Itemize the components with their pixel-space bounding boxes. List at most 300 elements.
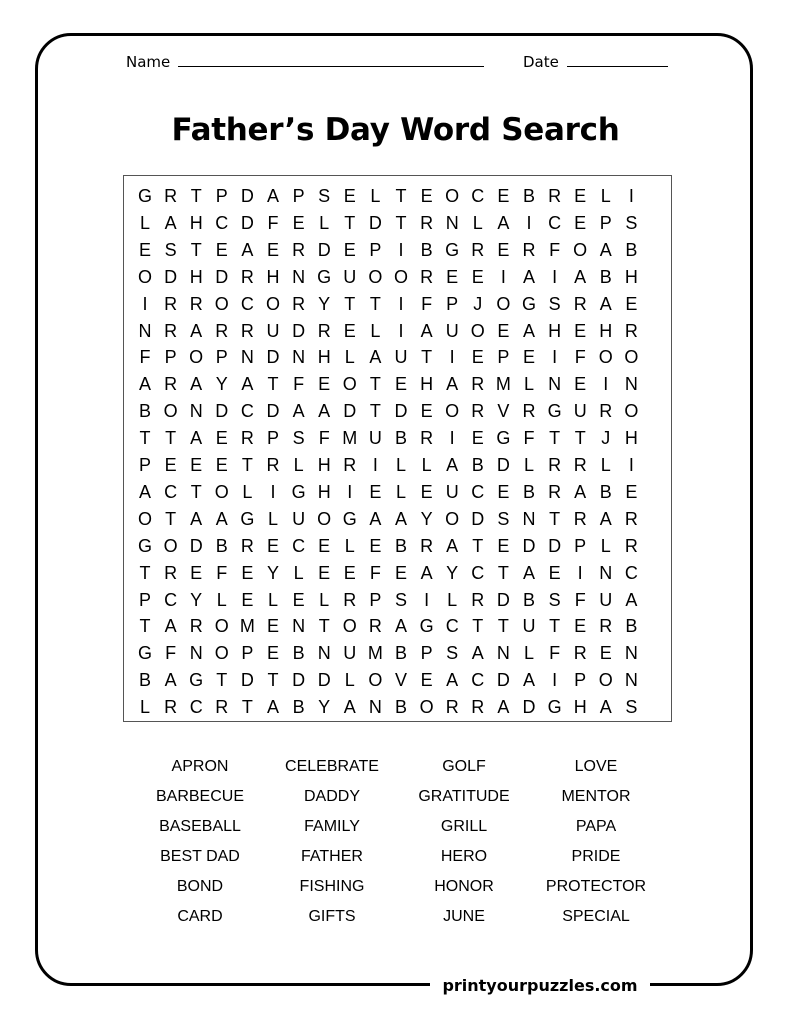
grid-letter[interactable]: F xyxy=(318,428,330,449)
grid-letter[interactable]: I xyxy=(142,293,148,314)
grid-letter[interactable]: D xyxy=(522,535,536,556)
grid-letter[interactable]: U xyxy=(522,616,536,637)
grid-letter[interactable]: P xyxy=(266,428,279,449)
grid-letter[interactable]: R xyxy=(471,697,485,718)
grid-letter[interactable]: T xyxy=(165,428,177,449)
grid-letter[interactable]: E xyxy=(343,562,356,583)
grid-letter[interactable]: U xyxy=(445,320,459,341)
grid-letter[interactable]: Y xyxy=(266,562,279,583)
grid-letter[interactable]: N xyxy=(368,697,382,718)
grid-letter[interactable]: O xyxy=(214,293,229,314)
grid-letter[interactable]: G xyxy=(342,508,357,529)
grid-letter[interactable]: H xyxy=(624,266,638,287)
grid-letter[interactable]: E xyxy=(343,186,356,206)
grid-letter[interactable]: G xyxy=(547,401,562,422)
grid-letter[interactable]: T xyxy=(241,455,253,475)
grid-letter[interactable]: A xyxy=(266,697,279,718)
grid-letter[interactable]: U xyxy=(368,428,382,449)
grid-letter[interactable]: P xyxy=(138,455,151,475)
grid-letter[interactable]: E xyxy=(497,481,510,502)
grid-letter[interactable]: R xyxy=(164,697,178,718)
grid-letter[interactable]: R xyxy=(599,616,613,637)
grid-letter[interactable]: I xyxy=(526,212,532,233)
grid-letter[interactable]: R xyxy=(548,455,562,475)
grid-letter[interactable]: D xyxy=(368,212,382,233)
grid-letter[interactable]: O xyxy=(265,293,280,314)
grid-letter[interactable]: E xyxy=(266,239,279,260)
grid-letter[interactable]: A xyxy=(369,508,382,529)
grid-letter[interactable]: E xyxy=(548,562,561,583)
grid-letter[interactable]: B xyxy=(394,697,407,718)
grid-letter[interactable]: E xyxy=(497,320,510,341)
grid-letter[interactable]: R xyxy=(215,320,229,341)
grid-letter[interactable]: E xyxy=(497,239,510,260)
grid-letter[interactable]: H xyxy=(548,320,562,341)
grid-letter[interactable]: L xyxy=(523,455,534,475)
grid-letter[interactable]: H xyxy=(189,212,203,233)
grid-letter[interactable]: D xyxy=(292,320,306,341)
grid-letter[interactable]: C xyxy=(240,401,254,422)
grid-letter[interactable]: O xyxy=(214,616,229,637)
grid-letter[interactable]: I xyxy=(500,266,506,287)
grid-letter[interactable]: G xyxy=(419,616,434,637)
grid-letter[interactable]: L xyxy=(370,320,381,341)
grid-letter[interactable]: A xyxy=(318,401,331,422)
grid-letter[interactable]: T xyxy=(139,562,151,583)
grid-letter[interactable]: B xyxy=(394,428,407,449)
grid-letter[interactable]: L xyxy=(447,589,458,610)
grid-letter[interactable]: R xyxy=(189,616,203,637)
grid-letter[interactable]: P xyxy=(241,643,254,664)
grid-letter[interactable]: E xyxy=(471,347,484,368)
grid-letter[interactable]: G xyxy=(317,266,332,287)
grid-letter[interactable]: R xyxy=(471,374,485,395)
grid-letter[interactable]: R xyxy=(471,239,485,260)
grid-letter[interactable]: U xyxy=(266,320,280,341)
grid-letter[interactable]: O xyxy=(214,643,229,664)
grid-letter[interactable]: N xyxy=(138,320,152,341)
grid-letter[interactable]: L xyxy=(139,697,150,718)
grid-letter[interactable]: P xyxy=(215,347,228,368)
grid-letter[interactable]: L xyxy=(472,212,483,233)
grid-letter[interactable]: H xyxy=(599,320,613,341)
grid-letter[interactable]: G xyxy=(547,697,562,718)
grid-letter[interactable]: R xyxy=(240,320,254,341)
grid-letter[interactable]: D xyxy=(496,455,510,475)
grid-letter[interactable]: T xyxy=(190,186,202,206)
grid-letter[interactable]: E xyxy=(190,455,203,475)
grid-letter[interactable]: B xyxy=(138,401,151,422)
grid-letter[interactable]: O xyxy=(573,239,588,260)
grid-letter[interactable]: N xyxy=(189,401,203,422)
grid-letter[interactable]: O xyxy=(189,347,204,368)
grid-letter[interactable]: E xyxy=(420,670,433,691)
grid-letter[interactable]: E xyxy=(522,347,535,368)
grid-letter[interactable]: G xyxy=(137,186,152,206)
grid-letter[interactable]: E xyxy=(292,589,305,610)
grid-letter[interactable]: T xyxy=(369,401,381,422)
grid-letter[interactable]: T xyxy=(344,293,356,314)
grid-letter[interactable]: B xyxy=(522,481,535,502)
grid-letter[interactable]: Y xyxy=(215,374,228,395)
grid-letter[interactable]: I xyxy=(398,293,404,314)
grid-letter[interactable]: H xyxy=(317,481,331,502)
grid-letter[interactable]: N xyxy=(599,562,613,583)
grid-letter[interactable]: E xyxy=(497,186,510,206)
grid-letter[interactable]: E xyxy=(266,535,279,556)
grid-letter[interactable]: N xyxy=(292,347,306,368)
grid-letter[interactable]: D xyxy=(215,266,229,287)
grid-letter[interactable]: T xyxy=(318,616,330,637)
grid-letter[interactable]: T xyxy=(139,428,151,449)
grid-letter[interactable]: L xyxy=(319,589,330,610)
grid-letter[interactable]: C xyxy=(164,481,178,502)
grid-letter[interactable]: R xyxy=(420,266,434,287)
grid-letter[interactable]: H xyxy=(573,697,587,718)
grid-letter[interactable]: S xyxy=(446,643,459,664)
grid-letter[interactable]: L xyxy=(523,374,534,395)
grid-letter[interactable]: F xyxy=(421,293,433,314)
grid-letter[interactable]: R xyxy=(266,455,280,475)
grid-letter[interactable]: F xyxy=(165,643,177,664)
grid-letter[interactable]: L xyxy=(293,562,304,583)
grid-letter[interactable]: B xyxy=(625,239,638,260)
grid-letter[interactable]: G xyxy=(137,643,152,664)
grid-letter[interactable]: L xyxy=(139,212,150,233)
grid-letter[interactable]: P xyxy=(446,293,459,314)
grid-letter[interactable]: C xyxy=(445,616,459,637)
grid-letter[interactable]: D xyxy=(548,535,562,556)
grid-letter[interactable]: E xyxy=(215,239,228,260)
grid-letter[interactable]: D xyxy=(266,347,280,368)
grid-letter[interactable]: P xyxy=(599,212,612,233)
grid-letter[interactable]: R xyxy=(164,320,178,341)
grid-letter[interactable]: E xyxy=(471,428,484,449)
grid-letter[interactable]: L xyxy=(267,589,278,610)
grid-letter[interactable]: G xyxy=(137,535,152,556)
grid-letter[interactable]: L xyxy=(600,455,611,475)
grid-letter[interactable]: A xyxy=(420,320,433,341)
grid-letter[interactable]: T xyxy=(549,508,561,529)
grid-letter[interactable]: A xyxy=(599,697,612,718)
grid-letter[interactable]: S xyxy=(625,697,638,718)
grid-letter[interactable]: I xyxy=(628,455,634,475)
grid-letter[interactable]: E xyxy=(215,455,228,475)
grid-letter[interactable]: O xyxy=(624,401,639,422)
grid-letter[interactable]: R xyxy=(522,239,536,260)
grid-letter[interactable]: E xyxy=(394,562,407,583)
grid-letter[interactable]: R xyxy=(471,401,485,422)
grid-letter[interactable]: A xyxy=(190,428,203,449)
grid-letter[interactable]: R xyxy=(573,643,587,664)
grid-letter[interactable]: D xyxy=(522,697,536,718)
grid-letter[interactable]: R xyxy=(445,697,459,718)
grid-letter[interactable]: Y xyxy=(446,562,459,583)
grid-letter[interactable]: A xyxy=(394,616,407,637)
grid-letter[interactable]: L xyxy=(344,535,355,556)
grid-letter[interactable]: R xyxy=(164,293,178,314)
grid-letter[interactable]: E xyxy=(241,589,254,610)
grid-letter[interactable]: A xyxy=(190,320,203,341)
grid-letter[interactable]: S xyxy=(164,239,177,260)
grid-letter[interactable]: I xyxy=(577,562,583,583)
grid-letter[interactable]: D xyxy=(164,266,178,287)
grid-letter[interactable]: F xyxy=(139,347,151,368)
grid-letter[interactable]: H xyxy=(317,347,331,368)
grid-letter[interactable]: A xyxy=(522,266,535,287)
grid-letter[interactable]: N xyxy=(292,616,306,637)
grid-letter[interactable]: O xyxy=(393,266,408,287)
grid-letter[interactable]: E xyxy=(420,481,433,502)
grid-letter[interactable]: L xyxy=(242,481,253,502)
grid-letter[interactable]: A xyxy=(625,589,638,610)
grid-letter[interactable]: G xyxy=(189,670,204,691)
grid-letter[interactable]: G xyxy=(445,239,460,260)
grid-letter[interactable]: E xyxy=(138,239,151,260)
grid-letter[interactable]: T xyxy=(216,670,228,691)
grid-letter[interactable]: P xyxy=(497,347,510,368)
grid-letter[interactable]: B xyxy=(599,266,612,287)
grid-letter[interactable]: D xyxy=(240,186,254,206)
grid-letter[interactable]: D xyxy=(317,239,331,260)
grid-letter[interactable]: D xyxy=(496,589,510,610)
grid-letter[interactable]: V xyxy=(497,401,510,422)
grid-letter[interactable]: R xyxy=(240,266,254,287)
grid-letter[interactable]: I xyxy=(449,347,455,368)
grid-letter[interactable]: C xyxy=(240,293,254,314)
grid-letter[interactable]: A xyxy=(599,239,612,260)
grid-letter[interactable]: A xyxy=(138,374,151,395)
grid-letter[interactable]: T xyxy=(472,616,484,637)
grid-letter[interactable]: H xyxy=(624,428,638,449)
grid-letter[interactable]: I xyxy=(398,239,404,260)
grid-letter[interactable]: A xyxy=(420,562,433,583)
grid-letter[interactable]: L xyxy=(344,670,355,691)
grid-letter[interactable]: B xyxy=(292,643,305,664)
grid-letter[interactable]: E xyxy=(599,643,612,664)
grid-letter[interactable]: B xyxy=(522,186,535,206)
grid-letter[interactable]: F xyxy=(549,239,561,260)
grid-letter[interactable]: T xyxy=(395,186,407,206)
grid-letter[interactable]: O xyxy=(163,535,178,556)
grid-letter[interactable]: O xyxy=(496,293,511,314)
grid-letter[interactable]: C xyxy=(471,562,485,583)
grid-letter[interactable]: E xyxy=(369,535,382,556)
grid-letter[interactable]: P xyxy=(164,347,177,368)
grid-letter[interactable]: C xyxy=(624,562,638,583)
grid-letter[interactable]: E xyxy=(215,428,228,449)
grid-letter[interactable]: V xyxy=(394,670,407,691)
grid-letter[interactable]: R xyxy=(368,616,382,637)
grid-letter[interactable]: C xyxy=(471,186,485,206)
grid-letter[interactable]: A xyxy=(164,212,177,233)
grid-letter[interactable]: R xyxy=(292,293,306,314)
grid-letter[interactable]: A xyxy=(266,186,279,206)
grid-letter[interactable]: U xyxy=(292,508,306,529)
grid-letter[interactable]: E xyxy=(164,455,177,475)
grid-letter[interactable]: R xyxy=(573,455,587,475)
grid-letter[interactable]: E xyxy=(574,320,587,341)
grid-letter[interactable]: U xyxy=(445,481,459,502)
grid-letter[interactable]: B xyxy=(215,535,228,556)
grid-letter[interactable]: N xyxy=(548,374,562,395)
grid-letter[interactable]: C xyxy=(292,535,306,556)
grid-letter[interactable]: L xyxy=(370,186,381,206)
grid-letter[interactable]: O xyxy=(214,481,229,502)
grid-letter[interactable]: C xyxy=(189,697,203,718)
grid-letter[interactable]: N xyxy=(522,508,536,529)
grid-letter[interactable]: Y xyxy=(318,697,331,718)
grid-letter[interactable]: A xyxy=(446,455,459,475)
grid-letter[interactable]: A xyxy=(599,508,612,529)
grid-letter[interactable]: R xyxy=(189,293,203,314)
grid-letter[interactable]: M xyxy=(239,616,255,637)
grid-letter[interactable]: N xyxy=(292,266,306,287)
grid-letter[interactable]: A xyxy=(369,347,382,368)
grid-letter[interactable]: P xyxy=(420,643,433,664)
grid-letter[interactable]: E xyxy=(292,212,305,233)
grid-letter[interactable]: U xyxy=(573,401,587,422)
grid-letter[interactable]: T xyxy=(497,562,509,583)
grid-letter[interactable]: T xyxy=(574,428,586,449)
grid-letter[interactable]: S xyxy=(548,589,561,610)
grid-letter[interactable]: I xyxy=(552,266,558,287)
grid-letter[interactable]: T xyxy=(549,428,561,449)
grid-letter[interactable]: D xyxy=(189,535,203,556)
grid-letter[interactable]: L xyxy=(600,186,611,206)
grid-letter[interactable]: A xyxy=(497,697,510,718)
grid-letter[interactable]: N xyxy=(496,643,510,664)
grid-letter[interactable]: C xyxy=(548,212,562,233)
grid-letter[interactable]: S xyxy=(394,589,407,610)
grid-letter[interactable]: L xyxy=(319,212,330,233)
grid-letter[interactable]: F xyxy=(369,562,381,583)
grid-letter[interactable]: O xyxy=(368,670,383,691)
grid-letter[interactable]: A xyxy=(190,508,203,529)
grid-letter[interactable]: N xyxy=(240,347,254,368)
grid-letter[interactable]: I xyxy=(603,374,609,395)
grid-letter[interactable]: A xyxy=(574,481,587,502)
grid-letter[interactable]: A xyxy=(497,212,510,233)
grid-letter[interactable]: D xyxy=(292,670,306,691)
grid-letter[interactable]: T xyxy=(267,374,279,395)
grid-letter[interactable]: O xyxy=(598,670,613,691)
grid-letter[interactable]: O xyxy=(445,508,460,529)
grid-letter[interactable]: T xyxy=(241,697,253,718)
grid-letter[interactable]: A xyxy=(164,670,177,691)
grid-letter[interactable]: E xyxy=(343,239,356,260)
grid-letter[interactable]: A xyxy=(343,697,356,718)
grid-letter[interactable]: R xyxy=(548,481,562,502)
grid-letter[interactable]: B xyxy=(471,455,484,475)
grid-letter[interactable]: T xyxy=(395,212,407,233)
grid-letter[interactable]: L xyxy=(293,455,304,475)
grid-letter[interactable]: A xyxy=(215,508,228,529)
grid-letter[interactable]: I xyxy=(270,481,276,502)
grid-letter[interactable]: I xyxy=(552,347,558,368)
grid-letter[interactable]: T xyxy=(421,347,433,368)
grid-letter[interactable]: N xyxy=(445,212,459,233)
grid-letter[interactable]: U xyxy=(599,589,613,610)
grid-letter[interactable]: E xyxy=(574,212,587,233)
grid-letter[interactable]: A xyxy=(138,481,151,502)
grid-letter[interactable]: O xyxy=(342,374,357,395)
grid-letter[interactable]: O xyxy=(598,347,613,368)
grid-letter[interactable]: E xyxy=(497,535,510,556)
grid-letter[interactable]: I xyxy=(552,670,558,691)
grid-letter[interactable]: D xyxy=(240,212,254,233)
grid-letter[interactable]: P xyxy=(369,239,382,260)
grid-letter[interactable]: M xyxy=(342,428,358,449)
grid-letter[interactable]: E xyxy=(190,562,203,583)
grid-letter[interactable]: B xyxy=(394,643,407,664)
grid-letter[interactable]: D xyxy=(394,401,408,422)
grid-letter[interactable]: D xyxy=(343,401,357,422)
grid-letter[interactable]: U xyxy=(343,643,357,664)
grid-letter[interactable]: D xyxy=(496,670,510,691)
grid-letter[interactable]: S xyxy=(548,293,561,314)
grid-letter[interactable]: D xyxy=(317,670,331,691)
grid-letter[interactable]: D xyxy=(215,401,229,422)
grid-letter[interactable]: Y xyxy=(420,508,433,529)
grid-letter[interactable]: E xyxy=(420,401,433,422)
grid-letter[interactable]: R xyxy=(292,239,306,260)
grid-letter[interactable]: B xyxy=(292,697,305,718)
grid-letter[interactable]: G xyxy=(291,481,306,502)
grid-letter[interactable]: F xyxy=(574,589,586,610)
grid-letter[interactable]: E xyxy=(471,266,484,287)
grid-letter[interactable]: O xyxy=(419,697,434,718)
grid-letter[interactable]: A xyxy=(241,239,254,260)
grid-letter[interactable]: R xyxy=(420,535,434,556)
grid-letter[interactable]: B xyxy=(420,239,433,260)
grid-letter[interactable]: E xyxy=(574,186,587,206)
grid-letter[interactable]: F xyxy=(267,212,279,233)
grid-letter[interactable]: L xyxy=(523,643,534,664)
grid-letter[interactable]: B xyxy=(138,670,151,691)
grid-letter[interactable]: E xyxy=(420,186,433,206)
grid-letter[interactable]: I xyxy=(347,481,353,502)
grid-letter[interactable]: A xyxy=(164,616,177,637)
grid-letter[interactable]: B xyxy=(625,616,638,637)
grid-letter[interactable]: S xyxy=(625,212,638,233)
grid-letter[interactable]: A xyxy=(522,320,535,341)
grid-letter[interactable]: P xyxy=(574,670,587,691)
grid-letter[interactable]: R xyxy=(164,562,178,583)
grid-letter[interactable]: E xyxy=(318,535,331,556)
grid-letter[interactable]: U xyxy=(343,266,357,287)
grid-letter[interactable]: I xyxy=(424,589,430,610)
grid-letter[interactable]: O xyxy=(342,616,357,637)
grid-letter[interactable]: R xyxy=(343,589,357,610)
grid-letter[interactable]: F xyxy=(549,643,561,664)
grid-letter[interactable]: T xyxy=(267,670,279,691)
grid-letter[interactable]: A xyxy=(522,670,535,691)
grid-letter[interactable]: Y xyxy=(190,589,203,610)
grid-letter[interactable]: O xyxy=(445,401,460,422)
grid-letter[interactable]: B xyxy=(394,535,407,556)
grid-letter[interactable]: A xyxy=(446,535,459,556)
grid-letter[interactable]: R xyxy=(164,374,178,395)
grid-letter[interactable]: L xyxy=(216,589,227,610)
grid-letter[interactable]: R xyxy=(471,589,485,610)
grid-letter[interactable]: T xyxy=(369,374,381,395)
grid-letter[interactable]: R xyxy=(317,320,331,341)
grid-letter[interactable]: E xyxy=(266,643,279,664)
grid-letter[interactable]: T xyxy=(369,293,381,314)
grid-letter[interactable]: P xyxy=(292,186,305,206)
grid-letter[interactable]: R xyxy=(343,455,357,475)
